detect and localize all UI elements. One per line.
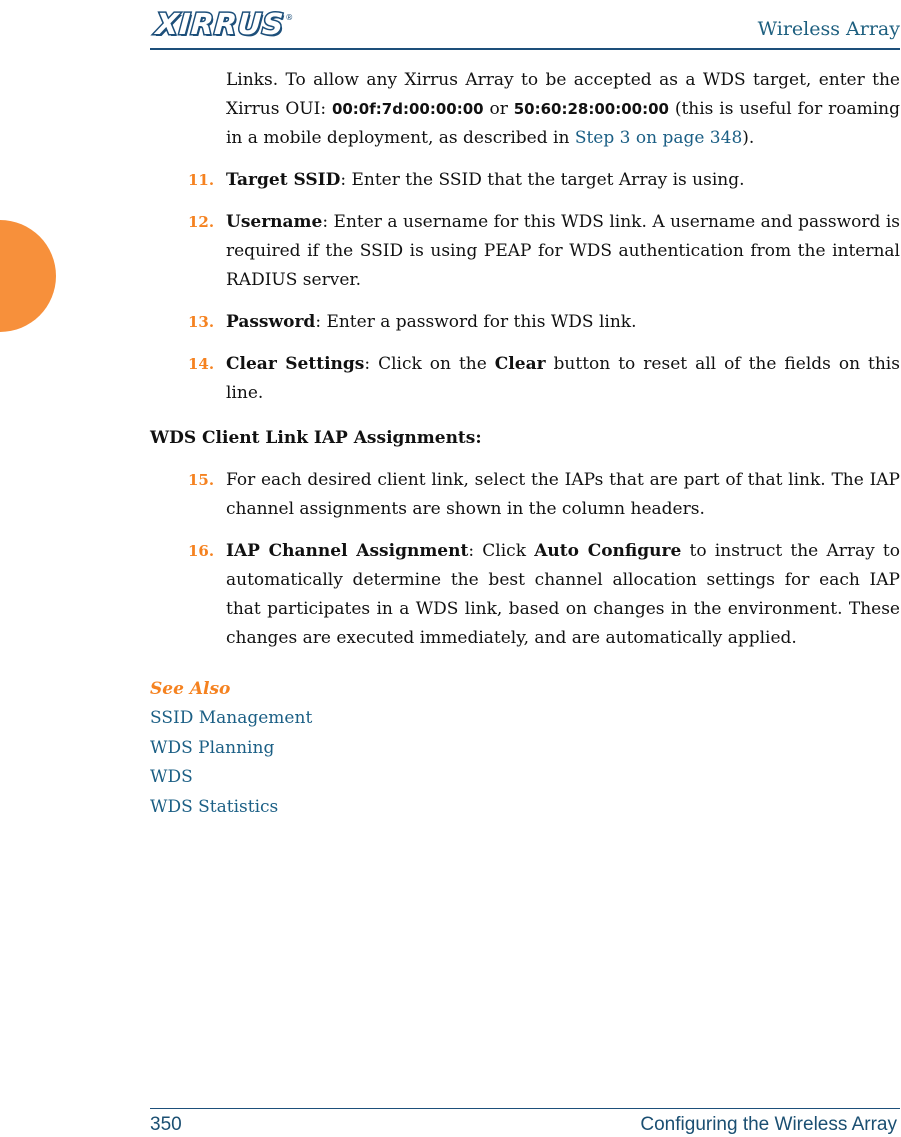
text: ). — [742, 128, 755, 148]
list-item — [150, 166, 900, 195]
item-description: : Click — [468, 541, 535, 561]
item-number: 11. — [188, 171, 215, 189]
list-item — [150, 208, 900, 295]
item-number: 14. — [188, 355, 215, 373]
item-text — [226, 350, 900, 408]
item-number: 15. — [188, 471, 215, 489]
footer-section-title: Configuring the Wireless Array — [640, 1114, 897, 1135]
header-rule — [150, 48, 900, 50]
list-item — [150, 350, 900, 408]
registered-mark: ® — [285, 12, 294, 22]
oui-value-2: 50:60:28:00:00:00 — [513, 100, 669, 118]
item-term: Target SSID — [226, 170, 341, 190]
item-description: : Enter a username for this WDS link. A username and password is required if the SSID is using PEAP for WDS authentication from the internal RADIUS server. — [226, 212, 900, 290]
see-also-link-ssid-management[interactable]: SSID Management — [150, 708, 313, 728]
text: or — [483, 99, 514, 119]
item-description: : Click on the — [364, 354, 495, 374]
page-header — [150, 0, 900, 52]
footer-rule — [150, 1108, 900, 1109]
item-text — [226, 308, 900, 337]
item-term: Password — [226, 312, 316, 332]
step-3-link[interactable]: Step 3 on page 348 — [574, 128, 743, 148]
item-number: 16. — [188, 542, 215, 560]
page-content — [150, 66, 900, 822]
logo-text: XIRRUS — [154, 7, 286, 41]
xirrus-logo — [156, 6, 293, 42]
item-text — [226, 537, 900, 653]
auto-configure-reference: Auto Configure — [534, 541, 682, 561]
see-also-link-wds-planning[interactable]: WDS Planning — [150, 737, 275, 758]
see-also-links — [150, 704, 900, 822]
header-title: Wireless Array — [757, 18, 900, 40]
item-description: : Enter a password for this WDS link. — [315, 312, 637, 332]
chapter-tab-marker — [0, 220, 56, 332]
item-description: to instruct the Array to automatically determine the best channel allocation settings for each IAP that participates in a WDS link, based on changes in the environment. These changes are executed immediately, and are automatically applied. — [226, 541, 900, 648]
list-item — [150, 537, 900, 653]
item-description: : Enter the SSID that the target Array is using. — [340, 170, 745, 190]
item-text — [226, 208, 900, 295]
list-item — [150, 308, 900, 337]
see-also-title: See Also — [150, 679, 231, 699]
section-subheading: WDS Client Link IAP Assignments: — [150, 428, 482, 448]
text: (this is useful for roaming in a mobile deployment, as described in — [226, 99, 901, 148]
item-term: Clear Settings — [226, 354, 365, 374]
item-description: button to reset all of the fields on this line. — [226, 354, 900, 403]
page-number: 350 — [150, 1114, 182, 1135]
see-also-link-wds[interactable]: WDS — [150, 767, 193, 787]
list-item — [150, 466, 900, 524]
item-text: For each desired client link, select the IAPs that are part of that link. The IAP channel assignments are shown in the column headers. — [226, 470, 900, 519]
oui-value-1: 00:0f:7d:00:00:00 — [331, 100, 484, 118]
item-term: Username — [226, 212, 323, 232]
item-term: IAP Channel Assignment — [226, 541, 469, 561]
see-also-link-wds-statistics[interactable]: WDS Statistics — [150, 796, 279, 817]
continuation-paragraph — [226, 66, 900, 153]
item-number: 12. — [188, 213, 215, 231]
item-number: 13. — [188, 313, 215, 331]
text: Links. To allow any Xirrus Array to be accepted as a WDS target, enter the Xirrus OUI: — [226, 70, 900, 119]
clear-button-reference: Clear — [494, 354, 546, 374]
item-text — [226, 166, 900, 195]
